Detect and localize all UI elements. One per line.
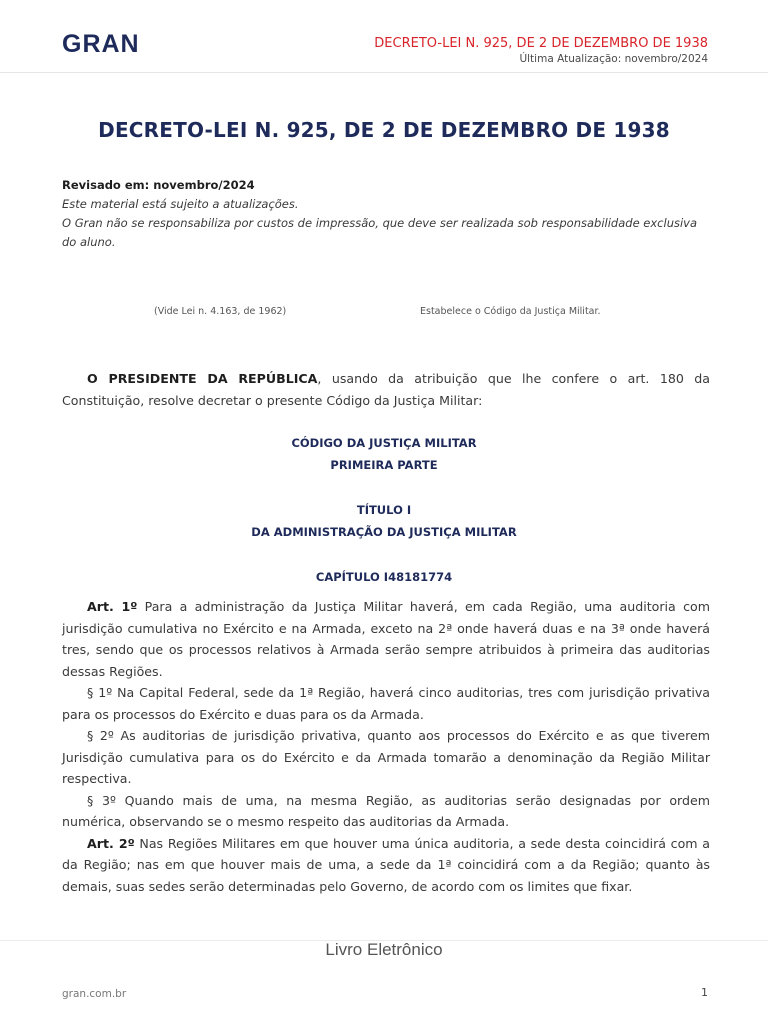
header-info — [374, 36, 708, 66]
title-heading — [0, 499, 768, 543]
document-title: DECRETO-LEI N. 925, DE 2 DE DEZEMBRO DE 1938 — [98, 118, 670, 142]
paragraph-1: § 1º Na Capital Federal, sede da 1ª Região, haverá cinco auditorias, tres com jurisdição privativa para os processos do Exército e duas para os da Armada. — [62, 685, 710, 722]
page-header — [0, 0, 768, 73]
part-title: PRIMEIRA PARTE — [330, 458, 438, 472]
articles — [62, 596, 710, 897]
chapter-title: CAPÍTULO I48181774 — [315, 570, 453, 584]
update-notice: Este material está sujeito a atualizações. — [62, 197, 299, 211]
chapter-heading — [0, 566, 768, 588]
article-1-label: Art. 1º — [87, 599, 138, 614]
article-2-text: Nas Regiões Militares em que houver uma única auditoria, a sede desta coincidirá com a da Região; nas em que houver mais de uma, a sede da 1ª coincidirá com a da Região; quanto às demais, suas sedes serão determinadas pelo Governo, de acordo com os limites que fixar. — [62, 835, 710, 894]
article-1 — [62, 596, 710, 682]
last-update: Última Atualização: novembro/2024 — [519, 53, 708, 65]
ementa: Estabelece o Código da Justiça Militar. — [420, 306, 601, 317]
code-title: CÓDIGO DA JUSTIÇA MILITAR — [291, 436, 477, 450]
preamble — [62, 368, 710, 411]
vide-reference: (Vide Lei n. 4.163, de 1962) — [154, 306, 287, 317]
gran-logo: GRAN — [62, 30, 140, 58]
title-number: TÍTULO I — [356, 503, 412, 517]
page-number: 1 — [701, 986, 708, 999]
paragraph-2: § 2º As auditorias de jurisdição privativa, quanto aos processos do Exército e as que tiverem Jurisdição cumulativa para os do Exército e da Armada tomarão a denominação da Região Militar respectiva. — [62, 728, 710, 786]
article-2 — [62, 833, 710, 898]
header-title: DECRETO-LEI N. 925, DE 2 DE DEZEMBRO DE 1938 — [374, 36, 708, 51]
preamble-bold: O PRESIDENTE DA REPÚBLICA — [87, 371, 318, 386]
title-name: DA ADMINISTRAÇÃO DA JUSTIÇA MILITAR — [251, 525, 517, 539]
ebook-label: Livro Eletrônico — [325, 940, 443, 959]
article-1-text: Para a administração da Justiça Militar haverá, em cada Região, uma auditoria com jurisdição cumulativa no Exército e na Armada, exceto na 2ª onde haverá duas e na 3ª onde haverá tres, sendo que os processos relativos à Armada serão sempre atribuidos à primeira das auditorias dessas Regiões. — [62, 599, 710, 679]
print-disclaimer: O Gran não se responsabiliza por custos de impressão, que deve ser realizada sob responsabilidade exclusiva do aluno. — [62, 216, 698, 249]
revision-date: Revisado em: novembro/2024 — [62, 178, 255, 192]
site-link[interactable]: gran.com.br — [62, 988, 127, 1000]
article-2-label: Art. 2º — [87, 835, 135, 851]
revision-note — [62, 176, 710, 252]
code-heading — [0, 432, 768, 476]
paragraph-3: § 3º Quando mais de uma, na mesma Região, as auditorias serão designadas por ordem numérica, observando se o mesmo respeito das auditorias da Armada. — [62, 792, 710, 829]
preamble-text: , usando da atribuição que lhe confere o art. 180 da Constituição, resolve decretar o presente Código da Justiça Militar: — [62, 371, 710, 408]
